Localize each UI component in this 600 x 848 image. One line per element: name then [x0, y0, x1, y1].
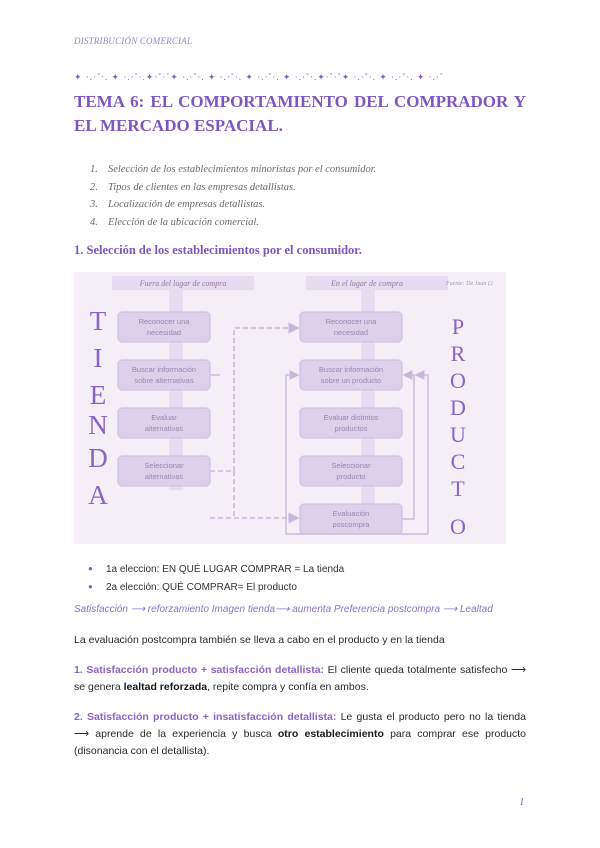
svg-text:alternativas: alternativas [144, 472, 184, 481]
svg-text:E: E [89, 380, 107, 410]
toc-item: 3. Localización de empresas detallistas. [90, 199, 266, 210]
toc-item: 4. Elección de la ubicación comercial. [90, 216, 259, 228]
page-title: TEMA 6: EL COMPORTAMIENTO DEL COMPRADOR Y EL MERCADO ESPACIAL. [74, 92, 526, 135]
svg-text:sobre un producto: sobre un producto [320, 376, 382, 385]
dashed-arrow [210, 328, 298, 471]
postpurchase-paragraph: La evaluación postcompra también se lleva a cabo en el producto y en la tienda [74, 634, 445, 646]
svg-text:C: C [450, 449, 466, 474]
svg-text:Seleccionar: Seleccionar [144, 461, 184, 470]
satisfaction-chain: Satisfacción ⟶ reforzamiento Imagen tienda⟶ aumenta Preferencia postcompra ⟶ Lealtad [74, 604, 493, 615]
list-item: ● 1a eleccion: EN QUÉ LUGAR COMPRAR = La tienda [88, 560, 518, 578]
list-item: ● 2a elección: QUÉ COMPRAR= El producto [88, 578, 518, 596]
left-step [118, 408, 210, 438]
running-header: DISTRIBUCIÓN COMERCIAL [74, 36, 193, 46]
right-step [300, 360, 402, 390]
choice-list [88, 560, 518, 596]
svg-text:necesidad: necesidad [333, 328, 369, 337]
feedback-arrow [402, 375, 414, 519]
right-step [300, 408, 402, 438]
svg-text:T: T [451, 476, 465, 501]
svg-text:P: P [451, 314, 465, 339]
case-2-paragraph: 2. Satisfacción producto + insatisfacción detallista: Le gusta el producto pero no la tienda ⟶ aprende de la experiencia y busca otro establecimiento para comprar ese producto (disonancia con el detallista). [74, 711, 527, 757]
left-column-header: Fuera del lugar de compra [139, 279, 227, 288]
svg-text:D: D [450, 395, 466, 420]
svg-text:alternativas: alternativas [144, 424, 184, 433]
diagram-svg [74, 272, 506, 544]
svg-text:Buscar información: Buscar información [131, 365, 197, 374]
section-heading: 1. Selección de los establecimientos por el consumidor. [74, 243, 362, 257]
purchase-process-diagram [74, 272, 506, 544]
sparkle-divider: ✦ ·.·˚·. ✦ ·.·˚·.✦·˚·˚✦ ·.·˚·. ✦ ·.·˚·. ✦ ·.·˚·. ✦ ·.·˚·.✦·˚·˚✦ ·.·˚·. ✦ ·.·˚·. ✦ ·.·˚ [74, 72, 444, 82]
svg-text:Evaluación: Evaluación [332, 509, 370, 518]
svg-text:Evaluar: Evaluar [151, 413, 177, 422]
left-step [118, 312, 210, 342]
bullet-icon: ● [88, 564, 93, 573]
svg-text:poscompra: poscompra [332, 520, 370, 529]
right-step [300, 312, 402, 342]
feedback-arrow [416, 375, 428, 534]
right-column-header: En el lugar de compra [331, 279, 403, 288]
case-1-emphasis: lealtad reforzada [123, 681, 208, 693]
case-2-emphasis: otro establecimiento [277, 728, 384, 740]
table-of-contents [90, 161, 510, 231]
svg-text:productos: productos [334, 424, 368, 433]
svg-text:O: O [450, 368, 466, 393]
right-step [300, 456, 402, 486]
svg-text:sobre alternativas: sobre alternativas [134, 376, 194, 385]
case-2-lead: 2. Satisfacción producto + insatisfacción detallista: [74, 711, 337, 723]
svg-text:I: I [93, 343, 103, 373]
diagram-source: Fuente: De Juan (2 [446, 281, 493, 287]
left-step [118, 456, 210, 486]
svg-text:A: A [88, 480, 108, 510]
svg-text:U: U [450, 422, 466, 447]
left-step [118, 360, 210, 390]
svg-text:O: O [450, 514, 466, 539]
svg-text:D: D [88, 443, 108, 473]
svg-text:T: T [89, 306, 107, 336]
svg-text:Seleccionar: Seleccionar [331, 461, 371, 470]
svg-text:Reconocer una: Reconocer una [325, 317, 377, 326]
svg-text:Evaluar distintos: Evaluar distintos [323, 413, 379, 422]
case-1-paragraph: 1. Satisfacción producto + satisfacción detallista: El cliente queda totalmente satisfecho ⟶ se genera lealtad reforzada, repite compra y confía en ambos. [74, 664, 527, 693]
page-number: 1 [519, 796, 525, 808]
toc-item: 2. Tipos de clientes en las empresas detallistas. [90, 181, 296, 193]
svg-text:R: R [450, 341, 466, 366]
svg-text:Buscar información: Buscar información [318, 365, 384, 374]
case-1-lead: 1. Satisfacción producto + satisfacción detallista: [74, 664, 325, 676]
svg-text:N: N [88, 410, 108, 440]
svg-text:necesidad: necesidad [146, 328, 182, 337]
tienda-word [88, 306, 108, 510]
svg-text:producto: producto [336, 472, 366, 481]
right-step [300, 504, 402, 534]
toc-item: 1. Selección de los establecimientos minoristas por el consumidor. [90, 164, 377, 175]
bullet-icon: ● [88, 582, 93, 591]
producto-word [450, 314, 466, 539]
svg-text:Reconocer una: Reconocer una [138, 317, 190, 326]
